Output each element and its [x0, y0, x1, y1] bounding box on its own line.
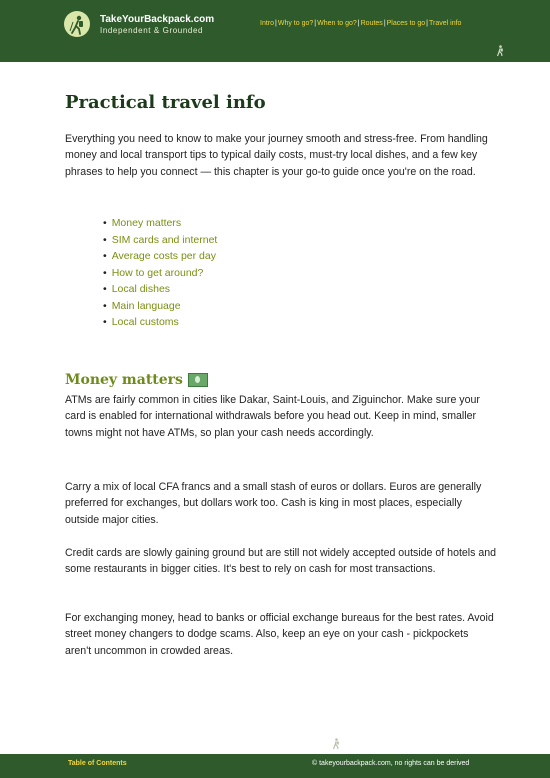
toc-link-get-around[interactable]: How to get around? [111, 266, 204, 279]
money-paragraph-atms: ATMs are fairly common in cities like Dakar, Saint-Louis, and Ziguinchor. Make sure your card is enabled for international withdrawals before you head out. Keep in mind, smaller towns might not have ATMs, so plan your cash needs accordingly. [65, 394, 480, 439]
money-bill-icon [188, 373, 208, 387]
nav-separator: | [314, 20, 317, 27]
nav-separator: | [357, 20, 360, 27]
nav-places-to-go[interactable]: Places to go [386, 20, 426, 27]
top-navigation [260, 20, 461, 27]
nav-separator: | [426, 20, 428, 27]
list-item: • Local customs [103, 316, 179, 328]
toc-link-local-customs[interactable]: Local customs [111, 316, 179, 328]
toc-link-main-language[interactable]: Main language [111, 299, 181, 312]
toc-link-average-costs[interactable]: Average costs per day [111, 250, 216, 262]
nav-routes[interactable]: Routes [360, 20, 383, 27]
list-item: • Main language [103, 299, 181, 312]
nav-when-to-go[interactable]: When to go? [317, 20, 357, 27]
list-item: • Money matters [103, 217, 182, 229]
toc-link-local-dishes[interactable]: Local dishes [111, 283, 171, 295]
intro-paragraph: Everything you need to know to make your journey smooth and stress-free. From handling money and local transport tips to typical daily costs, must-try local dishes, and a few key phrases to help you connect — this chapter is your go-to guide once you're on the road. [65, 133, 488, 178]
money-paragraph-credit-cards: Credit cards are slowly gaining ground but are still not widely accepted outside of hotels and some restaurants in bigger cities. It's best to rely on cash for most transactions. [65, 547, 497, 576]
nav-travel-info[interactable]: Travel info [429, 20, 462, 27]
money-paragraph-cash: Carry a mix of local CFA francs and a small stash of euros or dollars. Euros are generally preferred for exchanges, but dollars work too. Cash is king in most places, especially outside major cities. [65, 481, 482, 526]
list-item: • SIM cards and internet [103, 233, 218, 246]
toc-link-money-matters[interactable]: Money matters [111, 217, 182, 229]
brand-name[interactable]: TakeYourBackpack.com [100, 14, 215, 25]
chapter-contents-list [103, 215, 217, 331]
page-title: Practical travel info [65, 92, 266, 113]
section-heading-text: Money matters [65, 372, 183, 388]
hiker-icon [495, 45, 505, 57]
nav-separator: | [275, 20, 277, 27]
copyright-notice: © takeyourbackpack.com, no rights can be derived [312, 760, 470, 767]
brand-tagline: Independent & Grounded [100, 26, 204, 35]
toc-link-sim-cards[interactable]: SIM cards and internet [111, 233, 218, 246]
list-item: • Local dishes [103, 283, 171, 295]
hiker-icon [331, 738, 341, 750]
nav-why-to-go[interactable]: Why to go? [277, 20, 314, 27]
nav-intro[interactable]: Intro [260, 20, 275, 27]
list-item: • How to get around? [103, 266, 204, 279]
table-of-contents-link[interactable]: Table of Contents [68, 760, 127, 767]
list-item: • Average costs per day [103, 250, 216, 262]
section-heading-money-matters [65, 372, 208, 388]
money-paragraph-exchange: For exchanging money, head to banks or official exchange bureaus for the best rates. Avoid street money changers to dodge scams. Also, keep an eye on your cash - pickpockets aren't uncommon in crowded areas. [65, 612, 494, 657]
nav-separator: | [383, 20, 386, 27]
backpacker-logo-icon[interactable] [64, 11, 90, 37]
